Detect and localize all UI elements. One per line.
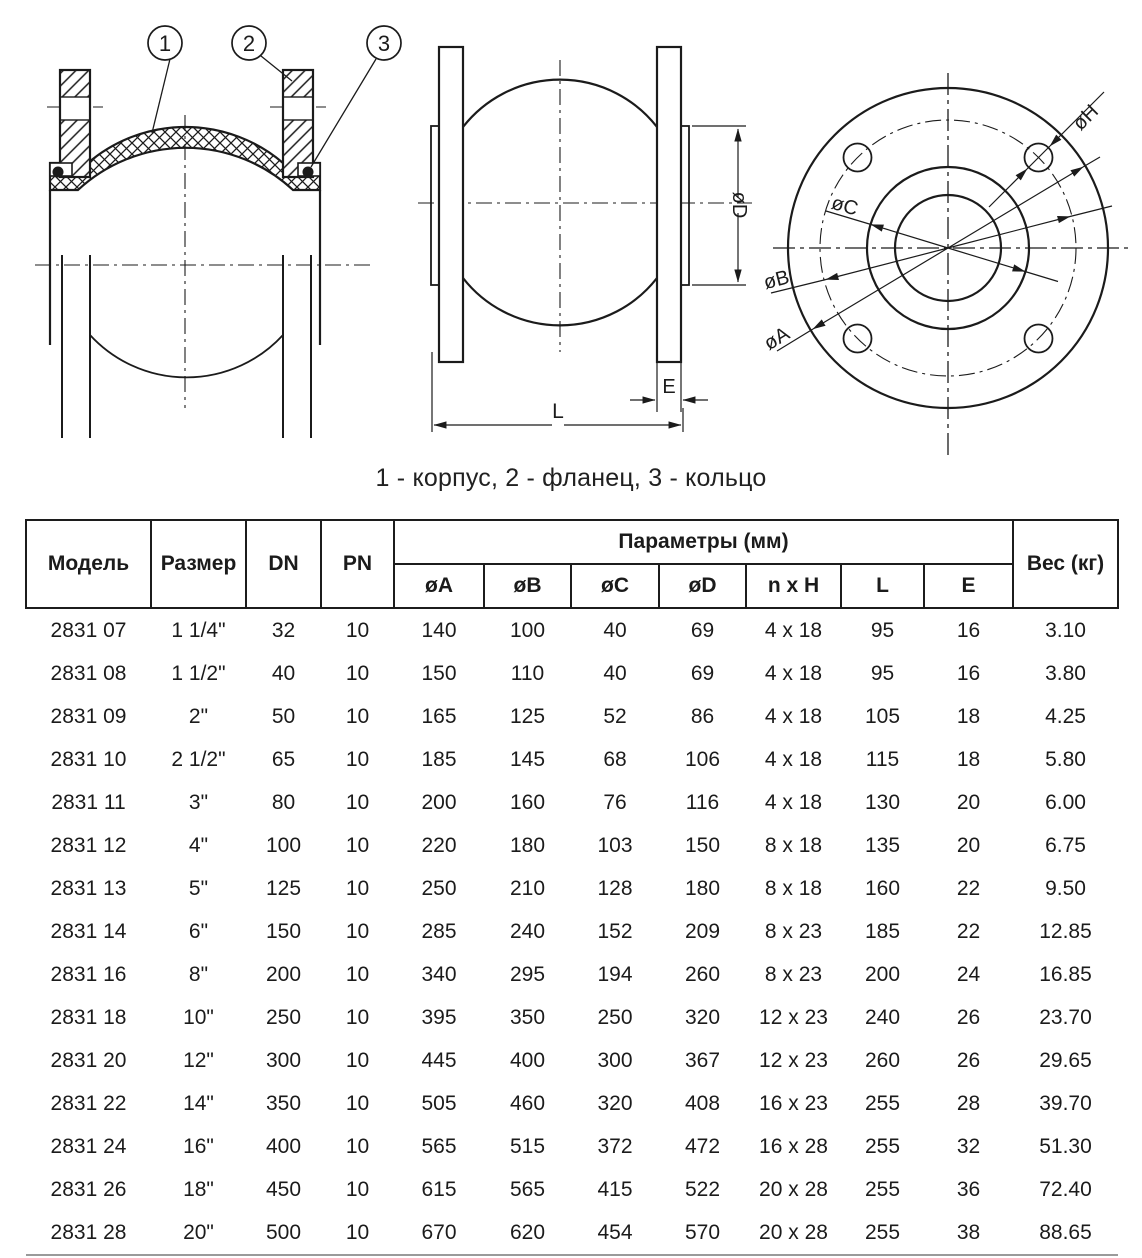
- table-cell: 18": [183, 1177, 214, 1201]
- table-cell: 80: [271, 790, 296, 814]
- table-cell: 8 x 18: [764, 876, 823, 900]
- table-cell: 565: [509, 1177, 546, 1201]
- table-row: [26, 867, 1118, 910]
- table-cell: 32: [271, 618, 296, 642]
- table-cell: 69: [690, 661, 715, 685]
- table-cell: 2831 24: [50, 1134, 127, 1158]
- table-cell: 185: [421, 747, 457, 771]
- table-cell: 10: [345, 1048, 370, 1072]
- table-cell: 5.80: [1045, 747, 1086, 771]
- dim-label-a: øA: [760, 322, 794, 355]
- callout-3-label: 3: [377, 31, 391, 56]
- dim-line-b: [1070, 206, 1112, 217]
- table-cell: 260: [684, 962, 721, 986]
- table-cell: 180: [684, 876, 721, 900]
- table-cell: 620: [509, 1220, 546, 1244]
- table-cell: 16.85: [1039, 962, 1092, 986]
- table-cell: 8 x 18: [764, 833, 823, 857]
- table-cell: 1 1/4": [171, 618, 226, 642]
- table-cell: 295: [509, 962, 546, 986]
- dim-line-h: [989, 169, 1027, 207]
- table-cell: 240: [509, 919, 546, 943]
- table-cell: 285: [421, 919, 457, 943]
- table-cell: 115: [865, 747, 900, 771]
- table-cell: 10: [345, 661, 370, 685]
- table-cell: 52: [603, 704, 627, 728]
- table-cell: 10: [345, 618, 370, 642]
- table-row: [26, 953, 1118, 996]
- table-cell: 24: [956, 962, 981, 986]
- table-cell: 100: [265, 833, 302, 857]
- table-cell: 570: [684, 1220, 721, 1244]
- table-cell: 408: [684, 1091, 721, 1115]
- table-cell: 8": [188, 962, 209, 986]
- table-cell: 165: [421, 704, 457, 728]
- table-cell: 69: [690, 618, 715, 642]
- table-cell: 135: [864, 833, 901, 857]
- table-cell: 36: [956, 1177, 981, 1201]
- table-cell: 400: [265, 1134, 302, 1158]
- table-cell: 20 x 28: [759, 1177, 828, 1201]
- dim-label-c: øC: [828, 191, 861, 221]
- table-cell: 565: [421, 1134, 457, 1158]
- table-cell: 10: [345, 1177, 370, 1201]
- dim-label-l: L: [552, 400, 564, 423]
- lower-bellows-arc: [90, 335, 283, 377]
- table-cell: 4 x 18: [764, 661, 823, 685]
- table-row: [26, 695, 1118, 738]
- table-cell: 128: [597, 876, 633, 900]
- table-row: [26, 652, 1118, 695]
- table-cell: 450: [265, 1177, 302, 1201]
- table-cell: 2831 16: [50, 962, 127, 986]
- table-cell: 200: [421, 790, 457, 814]
- dim-label-d: øD: [728, 191, 750, 219]
- table-cell: 29.65: [1039, 1048, 1092, 1072]
- col-header-dn: DN: [246, 520, 321, 608]
- table-cell: 250: [597, 1005, 633, 1029]
- table-cell: 20 x 28: [759, 1220, 828, 1244]
- sealing-ring-left: [53, 167, 64, 178]
- table-cell: 26: [956, 1005, 981, 1029]
- table-cell: 14": [183, 1091, 214, 1115]
- table-cell: 152: [597, 919, 633, 943]
- table-cell: 220: [421, 833, 457, 857]
- table-row: [26, 1125, 1118, 1168]
- table-row: [26, 608, 1118, 652]
- table-cell: 500: [265, 1220, 302, 1244]
- dim-line-b: [826, 248, 948, 280]
- rubber-edge-right: [681, 126, 689, 285]
- table-cell: 150: [421, 661, 457, 685]
- table-cell: 250: [265, 1005, 302, 1029]
- table-cell: 130: [864, 790, 901, 814]
- table-cell: 40: [603, 618, 627, 642]
- dim-line-c: [1025, 272, 1058, 282]
- table-cell: 4 x 18: [764, 618, 823, 642]
- table-cell: 4.25: [1045, 704, 1086, 728]
- table-cell: 367: [684, 1048, 721, 1072]
- dim-line-b: [948, 217, 1070, 249]
- side-view: [418, 47, 752, 432]
- table-cell: 240: [864, 1005, 901, 1029]
- table-cell: 2831 13: [50, 876, 127, 900]
- table-cell: 26: [956, 1048, 981, 1072]
- table-cell: 10: [345, 833, 370, 857]
- table-cell: 50: [271, 704, 296, 728]
- table-cell: 454: [597, 1220, 633, 1244]
- table-cell: 6.00: [1045, 790, 1086, 814]
- table-cell: 95: [870, 618, 895, 642]
- col-header-parameters-group: Параметры (мм): [394, 520, 1013, 564]
- table-row: [26, 824, 1118, 867]
- col-header-dia-a: øA: [394, 564, 484, 608]
- table-cell: 615: [421, 1177, 457, 1201]
- table-cell: 18: [956, 747, 981, 771]
- table-cell: 3": [188, 790, 209, 814]
- table-cell: 72.40: [1039, 1177, 1092, 1201]
- table-cell: 3.10: [1045, 618, 1086, 642]
- col-header-nxh: n x H: [746, 564, 841, 608]
- table-cell: 2831 11: [51, 790, 126, 814]
- table-cell: 16 x 23: [759, 1091, 828, 1115]
- table-cell: 20": [183, 1220, 214, 1244]
- table-cell: 100: [509, 618, 546, 642]
- leader-2: [261, 56, 292, 81]
- table-cell: 2831 26: [50, 1177, 127, 1201]
- table-row: [26, 781, 1118, 824]
- table-cell: 200: [864, 962, 901, 986]
- table-cell: 12 x 23: [759, 1048, 828, 1072]
- table-cell: 210: [509, 876, 546, 900]
- table-cell: 65: [271, 747, 296, 771]
- table-row: [26, 1211, 1118, 1255]
- table-cell: 260: [864, 1048, 901, 1072]
- table-cell: 340: [421, 962, 457, 986]
- table-cell: 8 x 23: [764, 962, 823, 986]
- table-cell: 10: [345, 747, 370, 771]
- col-header-dia-b: øB: [484, 564, 571, 608]
- table-cell: 200: [265, 962, 302, 986]
- table-cell: 105: [864, 704, 901, 728]
- table-cell: 12 x 23: [759, 1005, 828, 1029]
- spec-table-body: [26, 608, 1118, 1255]
- table-cell: 180: [509, 833, 546, 857]
- table-cell: 40: [603, 661, 627, 685]
- table-cell: 445: [421, 1048, 457, 1072]
- dim-line-a: [948, 167, 1083, 248]
- table-row: [26, 910, 1118, 953]
- dim-label-b: øB: [761, 266, 792, 295]
- table-cell: 16: [956, 618, 981, 642]
- table-cell: 160: [509, 790, 546, 814]
- table-cell: 20: [956, 790, 981, 814]
- table-cell: 10": [183, 1005, 214, 1029]
- table-cell: 145: [509, 747, 546, 771]
- table-cell: 20: [956, 833, 981, 857]
- table-cell: 415: [597, 1177, 633, 1201]
- table-cell: 18: [956, 704, 981, 728]
- table-cell: 95: [870, 661, 895, 685]
- callout-2-label: 2: [242, 31, 256, 56]
- table-cell: 4 x 18: [764, 704, 823, 728]
- table-cell: 23.70: [1039, 1005, 1092, 1029]
- table-cell: 140: [421, 618, 457, 642]
- col-header-dia-c: øC: [571, 564, 659, 608]
- table-cell: 39.70: [1039, 1091, 1092, 1115]
- table-cell: 10: [345, 704, 370, 728]
- dim-label-e: E: [662, 376, 676, 398]
- table-cell: 10: [345, 919, 370, 943]
- table-cell: 28: [956, 1091, 981, 1115]
- table-cell: 670: [421, 1220, 457, 1244]
- table-cell: 5": [188, 876, 209, 900]
- dim-line-a: [813, 248, 948, 329]
- table-cell: 10: [345, 1005, 370, 1029]
- table-cell: 472: [684, 1134, 721, 1158]
- table-cell: 160: [864, 876, 901, 900]
- table-row: [26, 738, 1118, 781]
- flange-hatch-left-top: [60, 70, 90, 97]
- spec-table-header: [26, 520, 1118, 608]
- table-row: [26, 996, 1118, 1039]
- table-cell: 68: [603, 747, 627, 771]
- table-cell: 76: [603, 790, 627, 814]
- table-cell: 116: [685, 790, 720, 814]
- cross-section-view: [35, 26, 401, 438]
- col-header-weight: Вес (кг): [1013, 520, 1118, 608]
- col-header-size: Размер: [151, 520, 246, 608]
- table-cell: 2831 22: [50, 1091, 127, 1115]
- table-cell: 400: [509, 1048, 546, 1072]
- table-cell: 22: [956, 919, 981, 943]
- table-cell: 2831 18: [50, 1005, 127, 1029]
- table-cell: 51.30: [1039, 1134, 1092, 1158]
- table-cell: 3.80: [1045, 661, 1086, 685]
- spec-table: [25, 519, 1119, 1256]
- table-cell: 2831 28: [50, 1220, 127, 1244]
- table-cell: 38: [956, 1220, 981, 1244]
- table-cell: 1 1/2": [171, 661, 226, 685]
- table-cell: 2": [188, 704, 209, 728]
- callout-1-label: 1: [158, 31, 172, 56]
- col-header-model: Модель: [26, 520, 151, 608]
- rubber-edge-left: [431, 126, 439, 285]
- table-cell: 255: [864, 1220, 901, 1244]
- table-cell: 32: [956, 1134, 981, 1158]
- table-cell: 255: [864, 1134, 901, 1158]
- table-cell: 10: [345, 962, 370, 986]
- table-cell: 372: [597, 1134, 633, 1158]
- table-cell: 505: [421, 1091, 457, 1115]
- table-cell: 9.50: [1045, 876, 1086, 900]
- flange-hatch-right-top: [283, 70, 313, 97]
- flange-right: [657, 47, 681, 362]
- table-cell: 110: [510, 661, 545, 685]
- table-cell: 395: [421, 1005, 457, 1029]
- table-cell: 2831 20: [50, 1048, 127, 1072]
- table-cell: 86: [690, 704, 715, 728]
- table-cell: 2831 10: [50, 747, 127, 771]
- dim-label-h: øH: [1068, 100, 1103, 135]
- figure-caption: 1 - корпус, 2 - фланец, 3 - кольцо: [375, 464, 767, 492]
- table-cell: 12.85: [1039, 919, 1092, 943]
- table-cell: 6": [188, 919, 209, 943]
- table-cell: 106: [684, 747, 721, 771]
- table-row: [26, 1082, 1118, 1125]
- sealing-ring-right: [303, 167, 314, 178]
- col-header-l: L: [841, 564, 924, 608]
- table-cell: 16 x 28: [759, 1134, 828, 1158]
- table-cell: 2 1/2": [171, 747, 226, 771]
- flange-front-view: [760, 73, 1132, 458]
- table-cell: 4": [188, 833, 209, 857]
- table-cell: 150: [684, 833, 721, 857]
- leader-3: [311, 59, 376, 167]
- table-cell: 10: [345, 1091, 370, 1115]
- table-cell: 6.75: [1045, 833, 1086, 857]
- table-cell: 350: [265, 1091, 302, 1115]
- table-cell: 150: [265, 919, 302, 943]
- table-cell: 2831 08: [50, 661, 127, 685]
- table-cell: 8 x 23: [764, 919, 823, 943]
- table-cell: 125: [509, 704, 546, 728]
- table-cell: 125: [265, 876, 302, 900]
- table-cell: 16": [183, 1134, 214, 1158]
- table-cell: 250: [421, 876, 457, 900]
- table-cell: 255: [864, 1091, 901, 1115]
- table-cell: 515: [509, 1134, 546, 1158]
- table-cell: 350: [509, 1005, 546, 1029]
- table-cell: 10: [345, 790, 370, 814]
- col-header-e: E: [924, 564, 1013, 608]
- table-cell: 10: [345, 1220, 370, 1244]
- table-cell: 10: [345, 1134, 370, 1158]
- flange-left: [439, 47, 463, 362]
- table-cell: 320: [684, 1005, 721, 1029]
- table-cell: 185: [864, 919, 901, 943]
- table-cell: 300: [265, 1048, 302, 1072]
- col-header-dia-d: øD: [659, 564, 746, 608]
- table-cell: 4 x 18: [764, 747, 823, 771]
- leader-1: [152, 59, 170, 133]
- table-cell: 40: [271, 661, 296, 685]
- table-cell: 300: [597, 1048, 633, 1072]
- table-cell: 2831 09: [50, 704, 127, 728]
- table-cell: 460: [509, 1091, 546, 1115]
- table-cell: 10: [345, 876, 370, 900]
- table-cell: 522: [684, 1177, 721, 1201]
- table-row: [26, 1168, 1118, 1211]
- table-cell: 2831 07: [50, 618, 127, 642]
- col-header-pn: PN: [321, 520, 394, 608]
- table-cell: 194: [597, 962, 633, 986]
- table-cell: 22: [956, 876, 981, 900]
- technical-drawings: [0, 0, 1142, 470]
- dim-line-a: [1083, 157, 1100, 167]
- table-cell: 320: [597, 1091, 633, 1115]
- table-cell: 88.65: [1039, 1220, 1092, 1244]
- dim-line-h: [1027, 146, 1050, 169]
- dim-line-c: [871, 225, 948, 249]
- table-cell: 12": [183, 1048, 214, 1072]
- table-cell: 2831 12: [50, 833, 127, 857]
- table-cell: 16: [956, 661, 981, 685]
- table-cell: 209: [684, 919, 721, 943]
- table-cell: 103: [597, 833, 633, 857]
- table-cell: 255: [864, 1177, 901, 1201]
- dim-line-c: [948, 248, 1025, 272]
- table-cell: 2831 14: [50, 919, 127, 943]
- table-cell: 4 x 18: [764, 790, 823, 814]
- table-row: [26, 1039, 1118, 1082]
